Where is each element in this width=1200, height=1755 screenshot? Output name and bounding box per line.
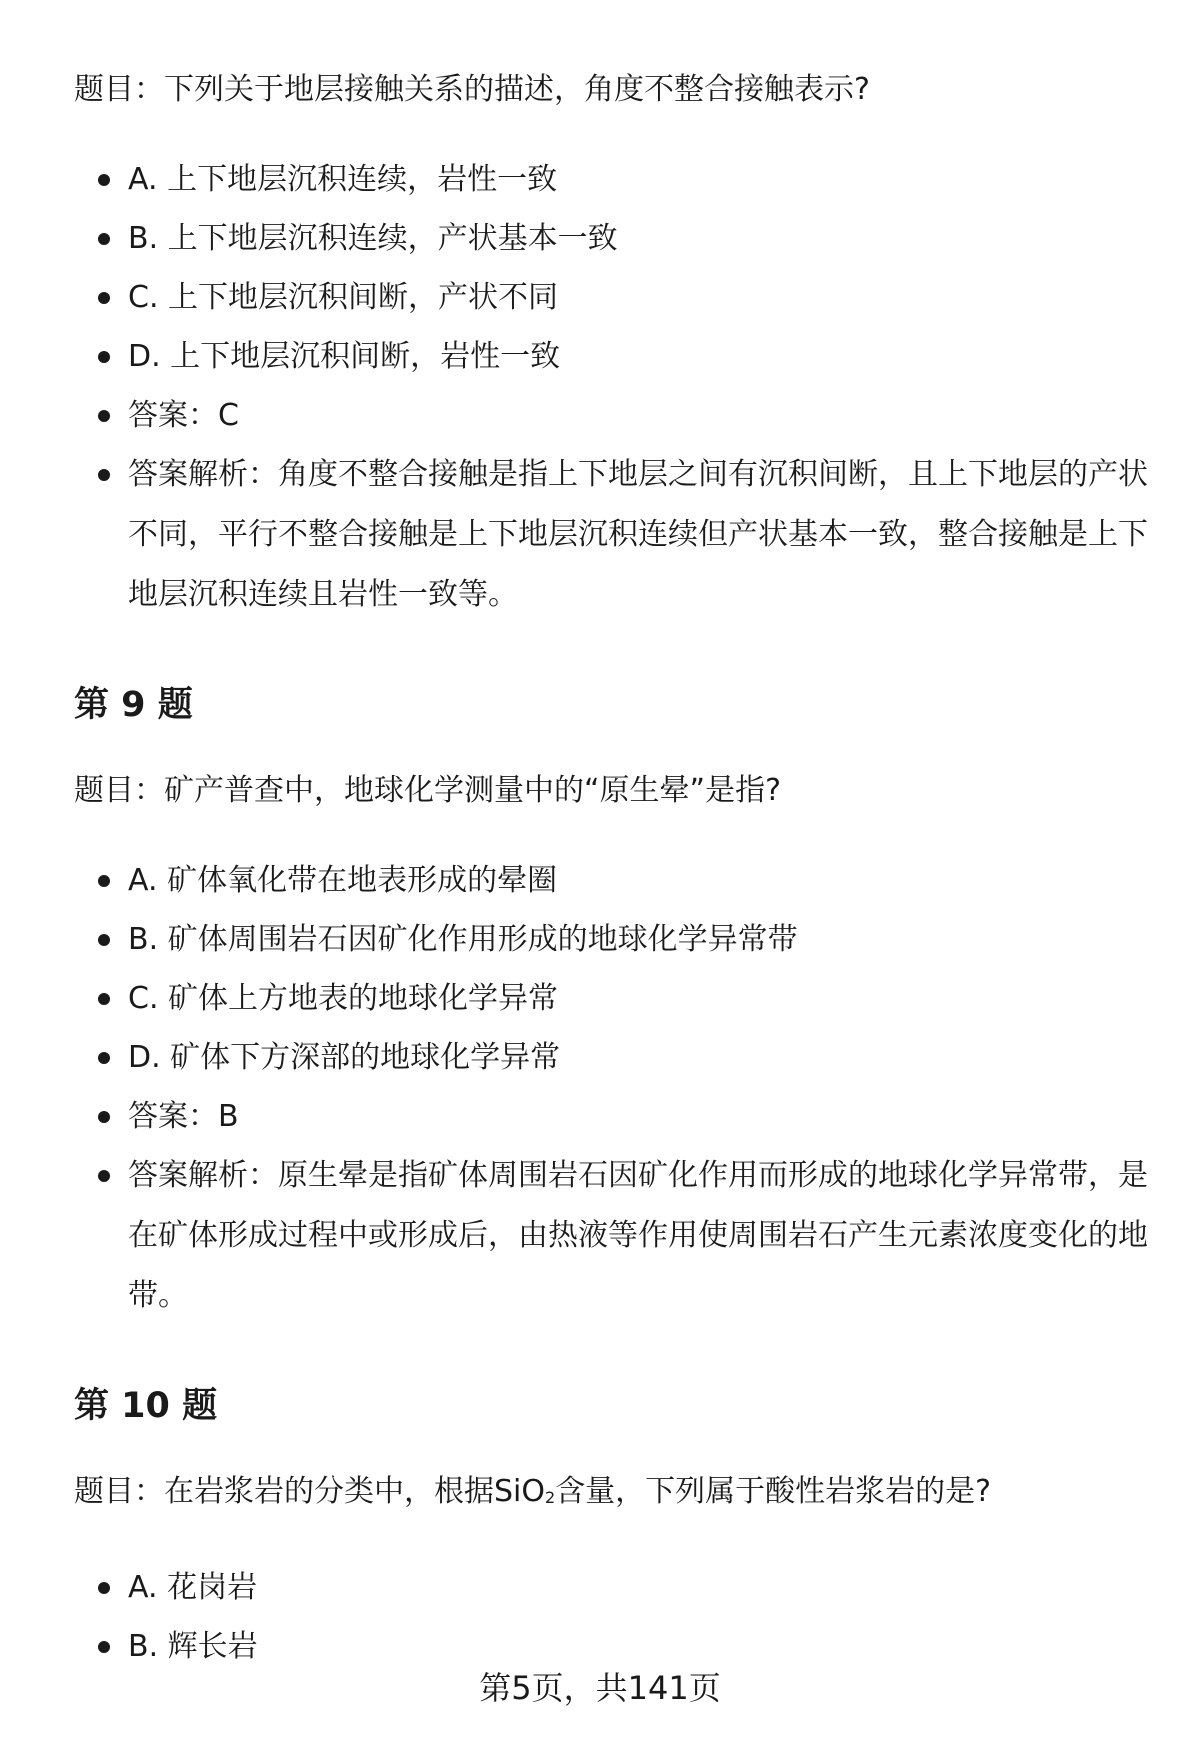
question-10-options — [74, 1558, 1149, 1676]
question-10-text-prefix: 题目：在岩浆岩的分类中，根据SiO — [74, 1474, 545, 1509]
question-9-options — [74, 851, 1149, 1326]
option-b: B. 矿体周围岩石因矿化作用形成的地球化学异常带 — [74, 910, 1149, 969]
question-9 — [74, 683, 1149, 1326]
question-10-text-suffix: 含量，下列属于酸性岩浆岩的是? — [555, 1474, 992, 1509]
question-10-text — [74, 1472, 1149, 1518]
question-10 — [74, 1384, 1149, 1676]
answer-explanation: 答案解析：角度不整合接触是指上下地层之间有沉积间断，且上下地层的产状不同，平行不整合接触是上下地层沉积连续但产状基本一致，整合接触是上下地层沉积连续且岩性一致等。 — [74, 445, 1149, 625]
answer: 答案：B — [74, 1087, 1149, 1146]
option-d: D. 矿体下方深部的地球化学异常 — [74, 1028, 1149, 1087]
question-9-text: 题目：矿产普查中，地球化学测量中的“原生晕”是指? — [74, 773, 782, 808]
option-b: B. 上下地层沉积连续，产状基本一致 — [74, 209, 1149, 268]
answer-explanation: 答案解析：原生晕是指矿体周围岩石因矿化作用而形成的地球化学异常带，是在矿体形成过程中或形成后，由热液等作用使周围岩石产生元素浓度变化的地带。 — [74, 1146, 1149, 1326]
option-a: A. 矿体氧化带在地表形成的晕圈 — [74, 851, 1149, 910]
question-8-options — [74, 150, 1149, 625]
option-a: A. 花岗岩 — [74, 1558, 1149, 1617]
document-page — [74, 58, 1149, 1676]
question-10-heading: 第 10 题 — [74, 1386, 218, 1426]
subscript-2: 2 — [545, 1488, 556, 1507]
option-b: B. 辉长岩 — [74, 1617, 1149, 1676]
question-8 — [74, 70, 1149, 625]
question-8-text: 题目：下列关于地层接触关系的描述，角度不整合接触表示? — [74, 72, 870, 107]
option-c: C. 矿体上方地表的地球化学异常 — [74, 969, 1149, 1028]
option-d: D. 上下地层沉积间断，岩性一致 — [74, 327, 1149, 386]
option-a: A. 上下地层沉积连续，岩性一致 — [74, 150, 1149, 209]
answer: 答案：C — [74, 386, 1149, 445]
question-9-heading: 第 9 题 — [74, 685, 193, 725]
option-c: C. 上下地层沉积间断，产状不同 — [74, 268, 1149, 327]
page-footer: 第5页，共141页 — [479, 1669, 721, 1707]
